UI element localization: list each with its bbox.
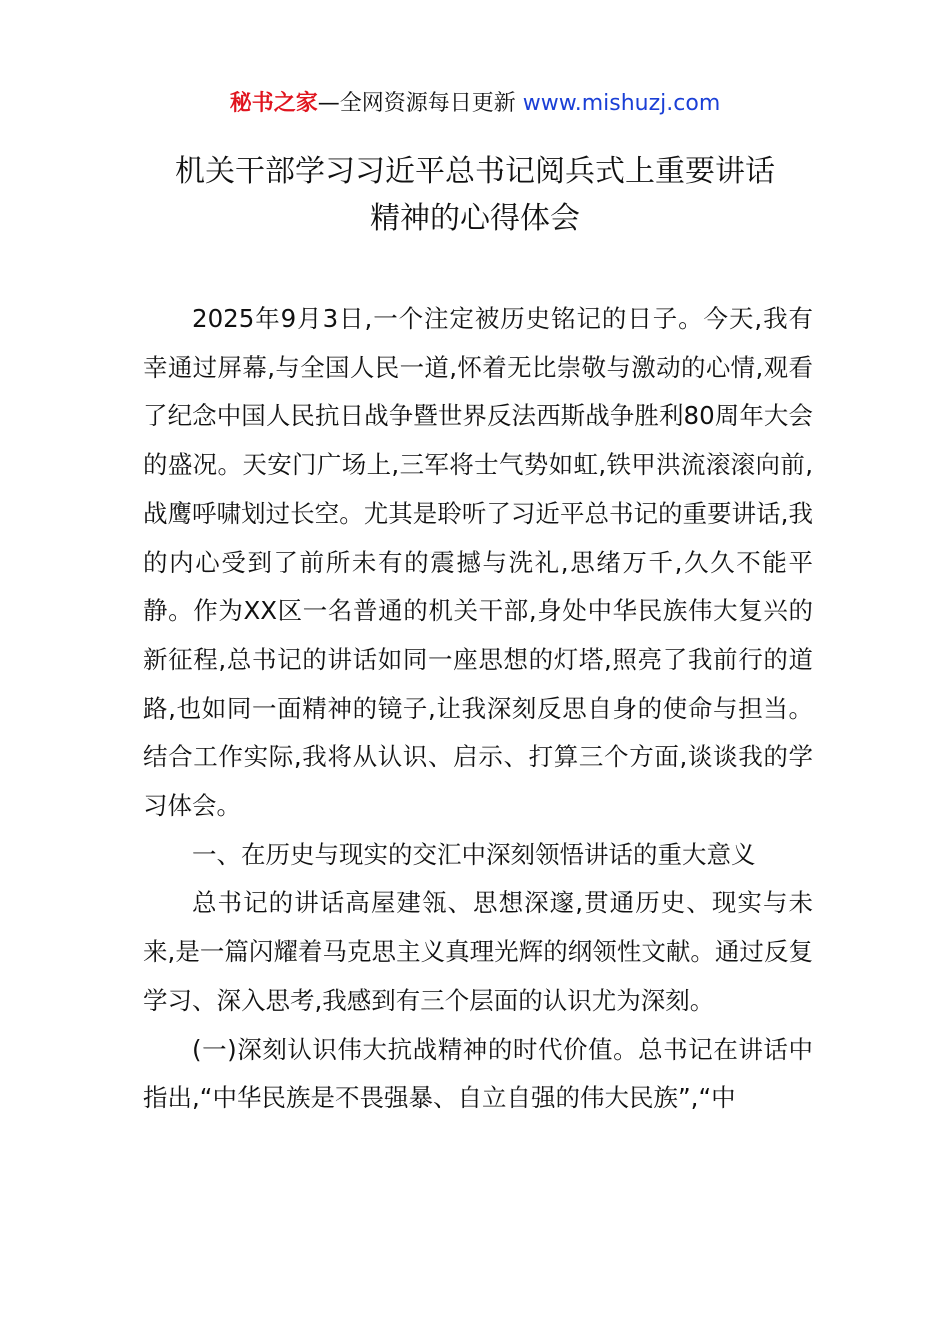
paragraph-subsection-1: (一)深刻认识伟大抗战精神的时代价值。总书记在讲话中指出,“中华民族是不畏强暴、自立自强的伟大民族”,“中	[143, 1034, 813, 1113]
title-line-2: 精神的心得体会	[370, 201, 580, 236]
document-body	[143, 295, 813, 1123]
section-heading-1: 一、在历史与现实的交汇中深刻领悟讲话的重大意义	[192, 839, 756, 869]
site-url-link[interactable]: www.mishuzj.com	[522, 91, 721, 116]
title-line-1: 机关干部学习习近平总书记阅兵式上重要讲话	[175, 154, 775, 189]
header-tagline: —全网资源每日更新	[317, 91, 523, 116]
site-header	[0, 88, 950, 120]
brand-name: 秘书之家	[229, 91, 318, 116]
paragraph-section-1: 总书记的讲话高屋建瓴、思想深邃,贯通历史、现实与未来,是一篇闪耀着马克思主义真理光辉的纲领性文献。通过反复学习、深入思考,我感到有三个层面的认识尤为深刻。	[143, 888, 813, 1015]
document-title	[100, 148, 850, 242]
paragraph-intro: 2025年9月3日,一个注定被历史铭记的日子。今天,我有幸通过屏幕,与全国人民一道,怀着无比崇敬与激动的心情,观看了纪念中国人民抗日战争暨世界反法西斯战争胜利80周年大会的盛况。天安门广场上,三军将士气势如虹,铁甲洪流滚滚向前,战鹰呼啸划过长空。尤其是聆听了习近平总书记的重要讲话,我的内心受到了前所未有的震撼与洗礼,思绪万千,久久不能平静。作为XX区一名普通的机关干部,身处中华民族伟大复兴的新征程,总书记的讲话如同一座思想的灯塔,照亮了我前行的道路,也如同一面精神的镜子,让我深刻反思自身的使命与担当。结合工作实际,我将从认识、启示、打算三个方面,谈谈我的学习体会。	[143, 304, 813, 821]
